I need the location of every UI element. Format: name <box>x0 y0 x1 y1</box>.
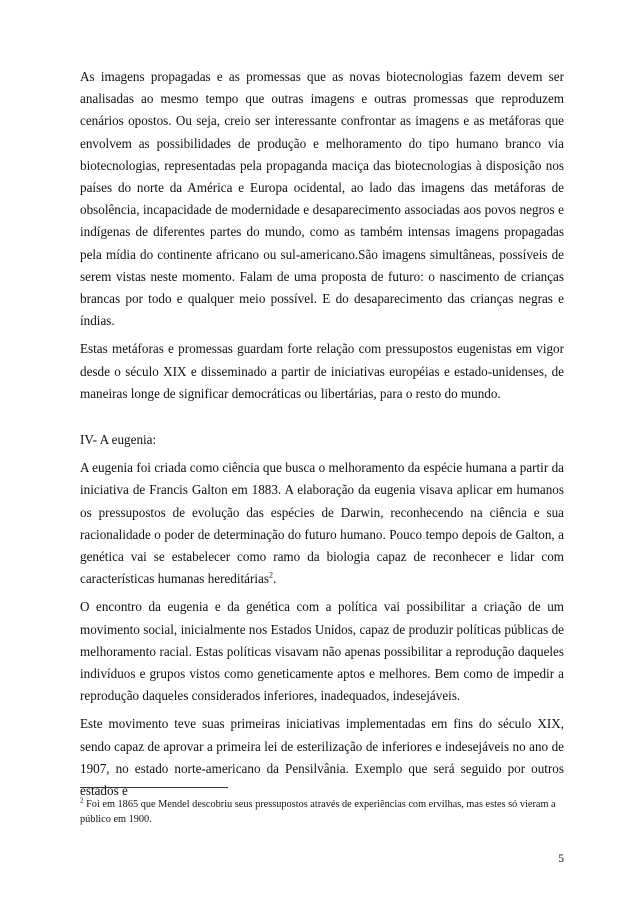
sentence-end: . <box>272 571 277 587</box>
footnote-reference[interactable]: 2 <box>268 570 273 580</box>
paragraph-eugenics-definition <box>80 457 564 590</box>
body-text <box>80 66 564 808</box>
paragraph-eugenics-politics: O encontro da eugenia e da genética com a política vai possibilitar a criação de um movimento social, inicialmente nos Estados Unidos, capaz de produzir políticas públicas de melhoramento racial. Estas políticas visavam não apenas possibilitar a reprodução daqueles indivíduos e grupos vistos como geneticamente aptos e melhores. Bem como de impedir a reprodução daqueles considerados inferiores, inadequados, indesejáveis. <box>80 599 564 704</box>
paragraph-eugenic-assumptions: Estas metáforas e promessas guardam forte relação com pressupostos eugenistas em vigor desde o século XIX e disseminado a partir de iniciativas européias e estado-unidenses, de maneiras longe de significar democráticas ou libertárias, para o resto do mundo. <box>80 341 564 401</box>
section-heading: IV- A eugenia: <box>80 432 157 448</box>
paragraph-eugenics-definition-text: A eugenia foi criada como ciência que busca o melhoramento da espécie humana a partir da iniciativa de Francis Galton em 1883. A elaboração da eugenia visava aplicar em humanos os pressupostos de evolução das espécies de Darwin, reconhecendo na ciência e sua racionalidade o poder de determinação do futuro humano. Pouco tempo depois de Galton, a genética vai se estabelecer como ramo da biologia capaz de reconhecer e lidar com características humanas hereditárias <box>80 460 564 587</box>
paragraph-sterilization-law: Este movimento teve suas primeiras iniciativas implementadas em fins do século XIX, sendo capaz de aprovar a primeira lei de esterilização de inferiores e indesejáveis no ano de 1907, no estado norte-americano da Pensilvânia. Exemplo que será seguido por outros estados e <box>80 716 564 799</box>
paragraph-biotech-images: As imagens propagadas e as promessas que as novas biotecnologias fazem devem ser analisadas ao mesmo tempo que outras imagens e outras promessas que reproduzem cenários opostos. Ou seja, creio ser interessante confrontar as imagens e as metáforas que envolvem as possibilidades de produção e melhoramento do tipo humano branco via biotecnologias, representadas pela propaganda maciça das biotecnologias à disposição nos países do norte da América e Europa ocidental, ao lado das imagens das metáforas de obsolência, incapacidade de modernidade e desaparecimento associadas aos povos negros e indígenas de diferentes partes do mundo, como as também intensas imagens propagadas pela mídia do continente africano ou sul-americano.São imagens simultâneas, possíveis de serem vistas neste momento. Falam de uma proposta de futuro: o nascimento de crianças brancas por todo e qualquer meio possível. E do desaparecimento das crianças negras e índias. <box>80 69 564 329</box>
footnote-text: Foi em 1865 que Mendel descobriu seus pressupostos através de experiências com ervilhas, mas estes só vieram a público em 1900. <box>80 799 556 825</box>
footnote <box>80 797 564 827</box>
page-number: 5 <box>558 853 564 865</box>
footnote-divider <box>80 787 228 788</box>
footnote-marker: 2 <box>80 796 84 805</box>
